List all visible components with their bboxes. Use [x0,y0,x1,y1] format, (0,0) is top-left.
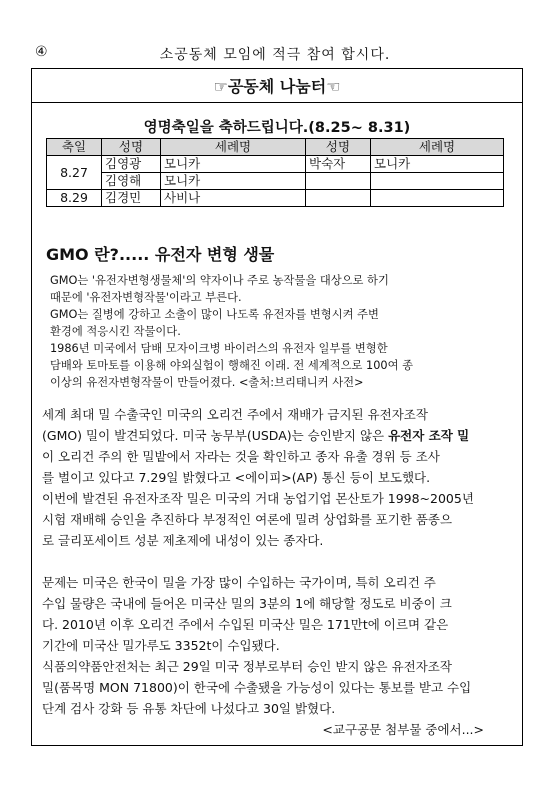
article-line: 다. 2010년 이후 오리건 주에서 수입된 미국산 밀은 171만t에 이르며 같은 [42,617,449,632]
member-name: 박숙자 [306,156,371,173]
baptismal-name [371,173,504,190]
feast-day-table [46,138,504,207]
definition-line: 때문에 '유전자변형작물'이라고 부른다. [50,291,242,304]
col-baptismal-name-2: 세례명 [371,139,504,156]
header-slogan: 소공동체 모임에 적극 참여 합시다. [159,47,391,63]
baptismal-name: 사비나 [161,190,306,207]
definition-line: 1986년 미국에서 담배 모자이크병 바이러스의 유전자 일부를 변형한 [50,342,388,355]
col-name-2: 성명 [306,139,371,156]
col-name: 성명 [102,139,161,156]
article-source: <교구공문 첨부물 중에서...> [322,722,484,737]
article-line: 밀(품목명 MON 71800)이 한국에 수출됐을 가능성이 있다는 통보를 받고 수입 [42,680,472,695]
page-number: ④ [35,44,48,60]
paragraph-gap [42,551,514,572]
feast-date: 8.27 [47,156,102,190]
definition-line: GMO는 질병에 강하고 소출이 많이 나도록 유전자를 변형시켜 주변 [50,308,379,321]
community-box [31,68,523,746]
member-name [306,173,371,190]
baptismal-name: 모니카 [371,156,504,173]
definition-line: 담배와 토마토를 이용해 야외실험이 행해진 이래. 전 세계적으로 100여 종 [50,359,414,372]
article-line: 단계 검사 강화 등 유통 차단에 나섰다고 30일 밝혔다. [42,701,336,716]
table-row [47,173,504,190]
table-row [47,190,504,207]
feast-date: 8.29 [47,190,102,207]
article-line: 이 오리건 주의 한 밀밭에서 자라는 것을 확인하고 종자 유출 경위 등 조사 [42,449,440,464]
member-name: 김경민 [102,190,161,207]
article-text: (GMO) 밀이 발견되었다. 미국 농무부(USDA)는 승인받지 않은 [42,428,389,443]
member-name: 김영광 [102,156,161,173]
article-line: 로 글리포세이트 성분 제초제에 내성이 있는 종자다. [42,533,324,548]
article-line: 시험 재배해 승인을 추진하다 부정적인 여론에 밀려 상업화를 포기한 품종으 [42,512,453,527]
article-line: 수입 물량은 국내에 들어온 미국산 밀의 3분의 1에 해당할 정도로 비중이 크 [42,596,452,611]
definition-line: GMO는 '유전자변형생물체'의 약자이나 주로 농작물을 대상으로 하기 [50,274,389,287]
definition-line: 이상의 유전자변형작물이 만들어졌다. <출처:브리태니커 사전> [50,376,364,389]
article-line: 이번에 발견된 유전자조작 밀은 미국의 거대 농업기업 몬산토가 1998~2005년 [42,491,474,506]
article-line: 세계 최대 밀 수출국인 미국의 오리건 주에서 재배가 금지된 유전자조작 [42,407,428,422]
member-name: 김영해 [102,173,161,190]
table-row [47,156,504,173]
definition-line: 환경에 적응시킨 작물이다. [50,325,181,338]
gmo-heading: GMO 란?..... 유전자 변형 생물 [46,245,275,264]
article-line: 를 벌이고 있다고 7.29일 밝혔다고 <에이피>(AP) 통신 등이 보도했다. [42,470,431,485]
feast-day-title: 영명축일을 축하드립니다.(8.25~ 8.31) [143,120,411,136]
article-line: 기간에 미국산 밀가루도 3352t이 수입됐다. [42,638,280,653]
article-emphasis: 유전자 조작 밀 [388,428,470,443]
news-article [42,404,514,740]
article-line: 문제는 미국은 한국이 밀을 가장 많이 수입하는 국가이며, 특히 오리건 주 [42,575,436,590]
col-baptismal-name: 세례명 [161,139,306,156]
article-line: 식품의약품안전처는 최근 29일 미국 정부로부터 승인 받지 않은 유전자조작 [42,659,452,674]
box-title: ☞공동체 나눔터☜ [32,69,522,103]
col-feast-date: 축일 [47,139,102,156]
table-header-row [47,139,504,156]
member-name [306,190,371,207]
baptismal-name [371,190,504,207]
article-line [42,425,514,446]
gmo-definition-box [46,267,500,391]
baptismal-name: 모니카 [161,156,306,173]
baptismal-name: 모니카 [161,173,306,190]
